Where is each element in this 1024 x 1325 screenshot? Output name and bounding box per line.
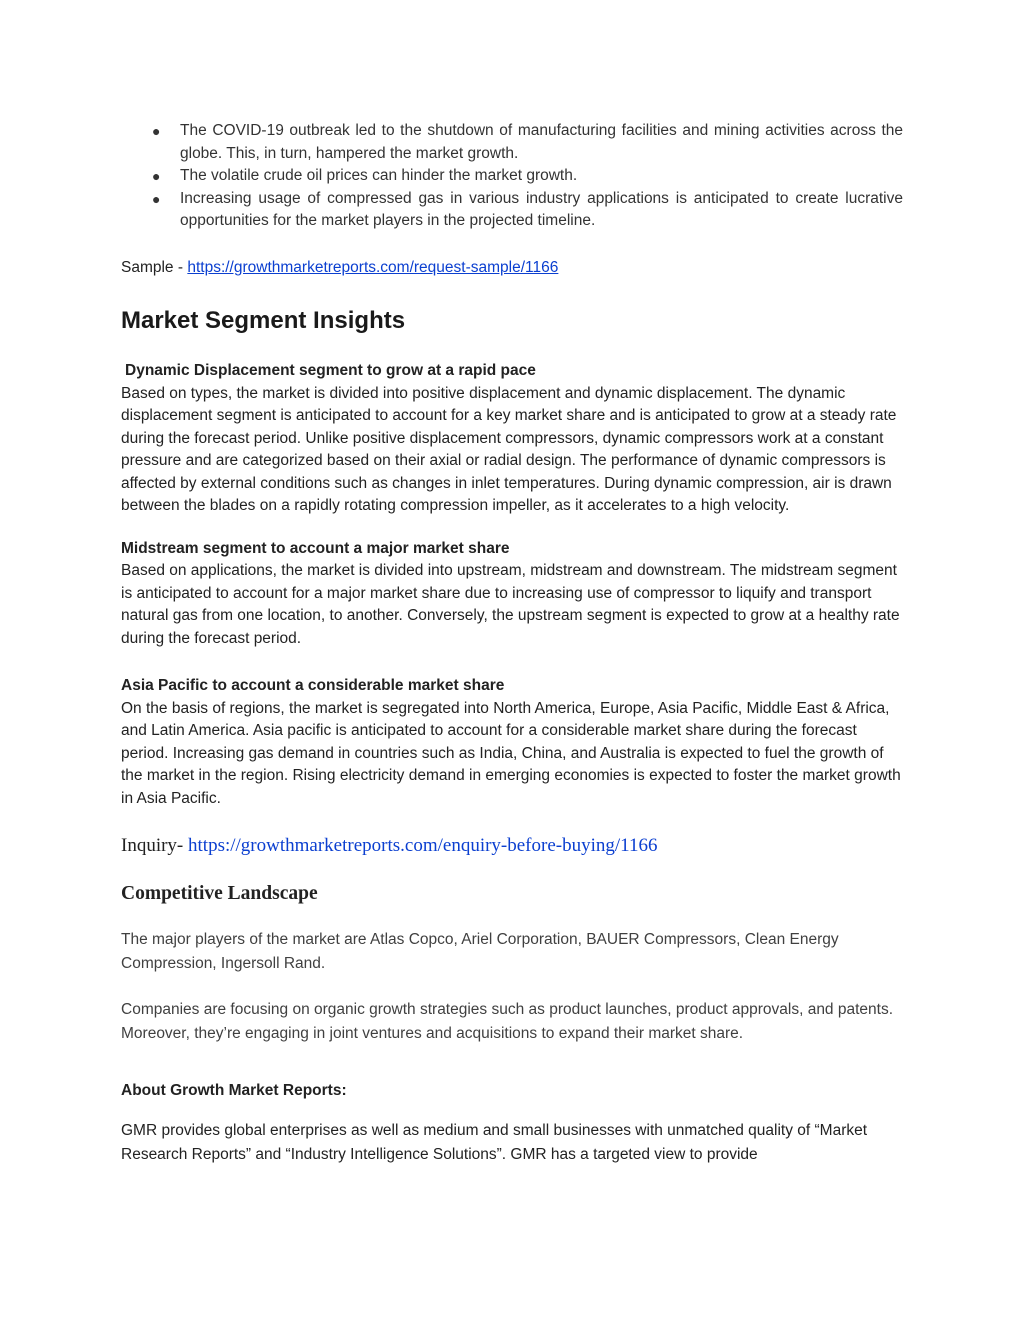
about-title: About Growth Market Reports: <box>121 1082 347 1099</box>
bullet-list <box>121 120 903 233</box>
bullet-dot-icon: ● <box>152 123 161 139</box>
competitive-para-1: The major players of the market are Atlas Copco, Ariel Corporation, BAUER Compressors, Clean Energy Compression, Ingersoll Rand. <box>121 931 839 972</box>
sample-label: Sample - <box>121 258 188 276</box>
section-heading-dynamic: Dynamic Displacement segment to grow at a rapid pace <box>125 362 536 379</box>
section-heading-midstream: Midstream segment to account a major market share <box>121 539 510 557</box>
inquiry-link[interactable]: https://growthmarketreports.com/enquiry-before-buying/1166 <box>188 835 658 856</box>
bullet-item: ● Increasing usage of compressed gas in various industry applications is anticipated to create lucrative opportunities for the market players in the projected timeline. <box>152 189 903 229</box>
document-content <box>121 120 903 1167</box>
bullet-item: ● The COVID-19 outbreak led to the shutdown of manufacturing facilities and mining activities across the globe. This, in turn, hampered the market growth. <box>152 122 903 162</box>
bullet-dot-icon: ● <box>152 168 161 184</box>
sample-link[interactable]: https://growthmarketreports.com/request-sample/1166 <box>187 258 559 276</box>
sample-line <box>121 257 903 280</box>
about-body: GMR provides global enterprises as well as medium and small businesses with unmatched quality of “Market Research Reports” and “Industry Intelligence Solutions”. GMR has a targeted view to provide <box>121 1121 868 1163</box>
competitive-para-2: Companies are focusing on organic growth strategies such as product launches, product approvals, and patents. Moreover, they’re engaging in joint ventures and acquisitions to expand their market share. <box>121 1001 894 1042</box>
section-body-asia-pacific: On the basis of regions, the market is segregated into North America, Europe, Asia Pacific, Middle East & Africa, and Latin America. Asia pacific is anticipated to account for a considerable market share during the forecast period. Increasing gas demand in countries such as India, China, and Australia is expected to fuel the growth of the market in the region. Rising electricity demand in emerging economies is expected to foster the market growth in Asia Pacific. <box>121 699 901 807</box>
section-body-dynamic: Based on types, the market is divided into positive displacement and dynamic displacement. The dynamic displacement segment is anticipated to account for a key market share and is anticipated to grow at a steady rate during the forecast period. Unlike positive displacement compressors, dynamic compressors work at a constant pressure and are categorized based on their axial or radial design. The performance of dynamic compressors is affected by external conditions such as changes in inlet temperatures. During dynamic compression, air is drawn between the blades on a rapidly rotating compression impeller, as it accelerates to a high velocity. <box>121 384 897 514</box>
inquiry-line <box>121 834 903 858</box>
bullet-item: ● The volatile crude oil prices can hinder the market growth. <box>180 165 903 188</box>
section-body-midstream: Based on applications, the market is divided into upstream, midstream and downstream. The midstream segment is anticipated to account for a major market share due to increasing use of compressor to liquify and transport natural gas from one location, to another. Conversely, the upstream segment is expected to grow at a healthy rate during the forecast period. <box>121 562 900 647</box>
competitive-title: Competitive Landscape <box>121 883 318 904</box>
segment-title: Market Segment Insights <box>121 307 406 334</box>
inquiry-label: Inquiry- <box>121 835 189 856</box>
bullet-dot-icon: ● <box>152 190 161 207</box>
section-heading-asia-pacific: Asia Pacific to account a considerable market share <box>121 677 505 694</box>
